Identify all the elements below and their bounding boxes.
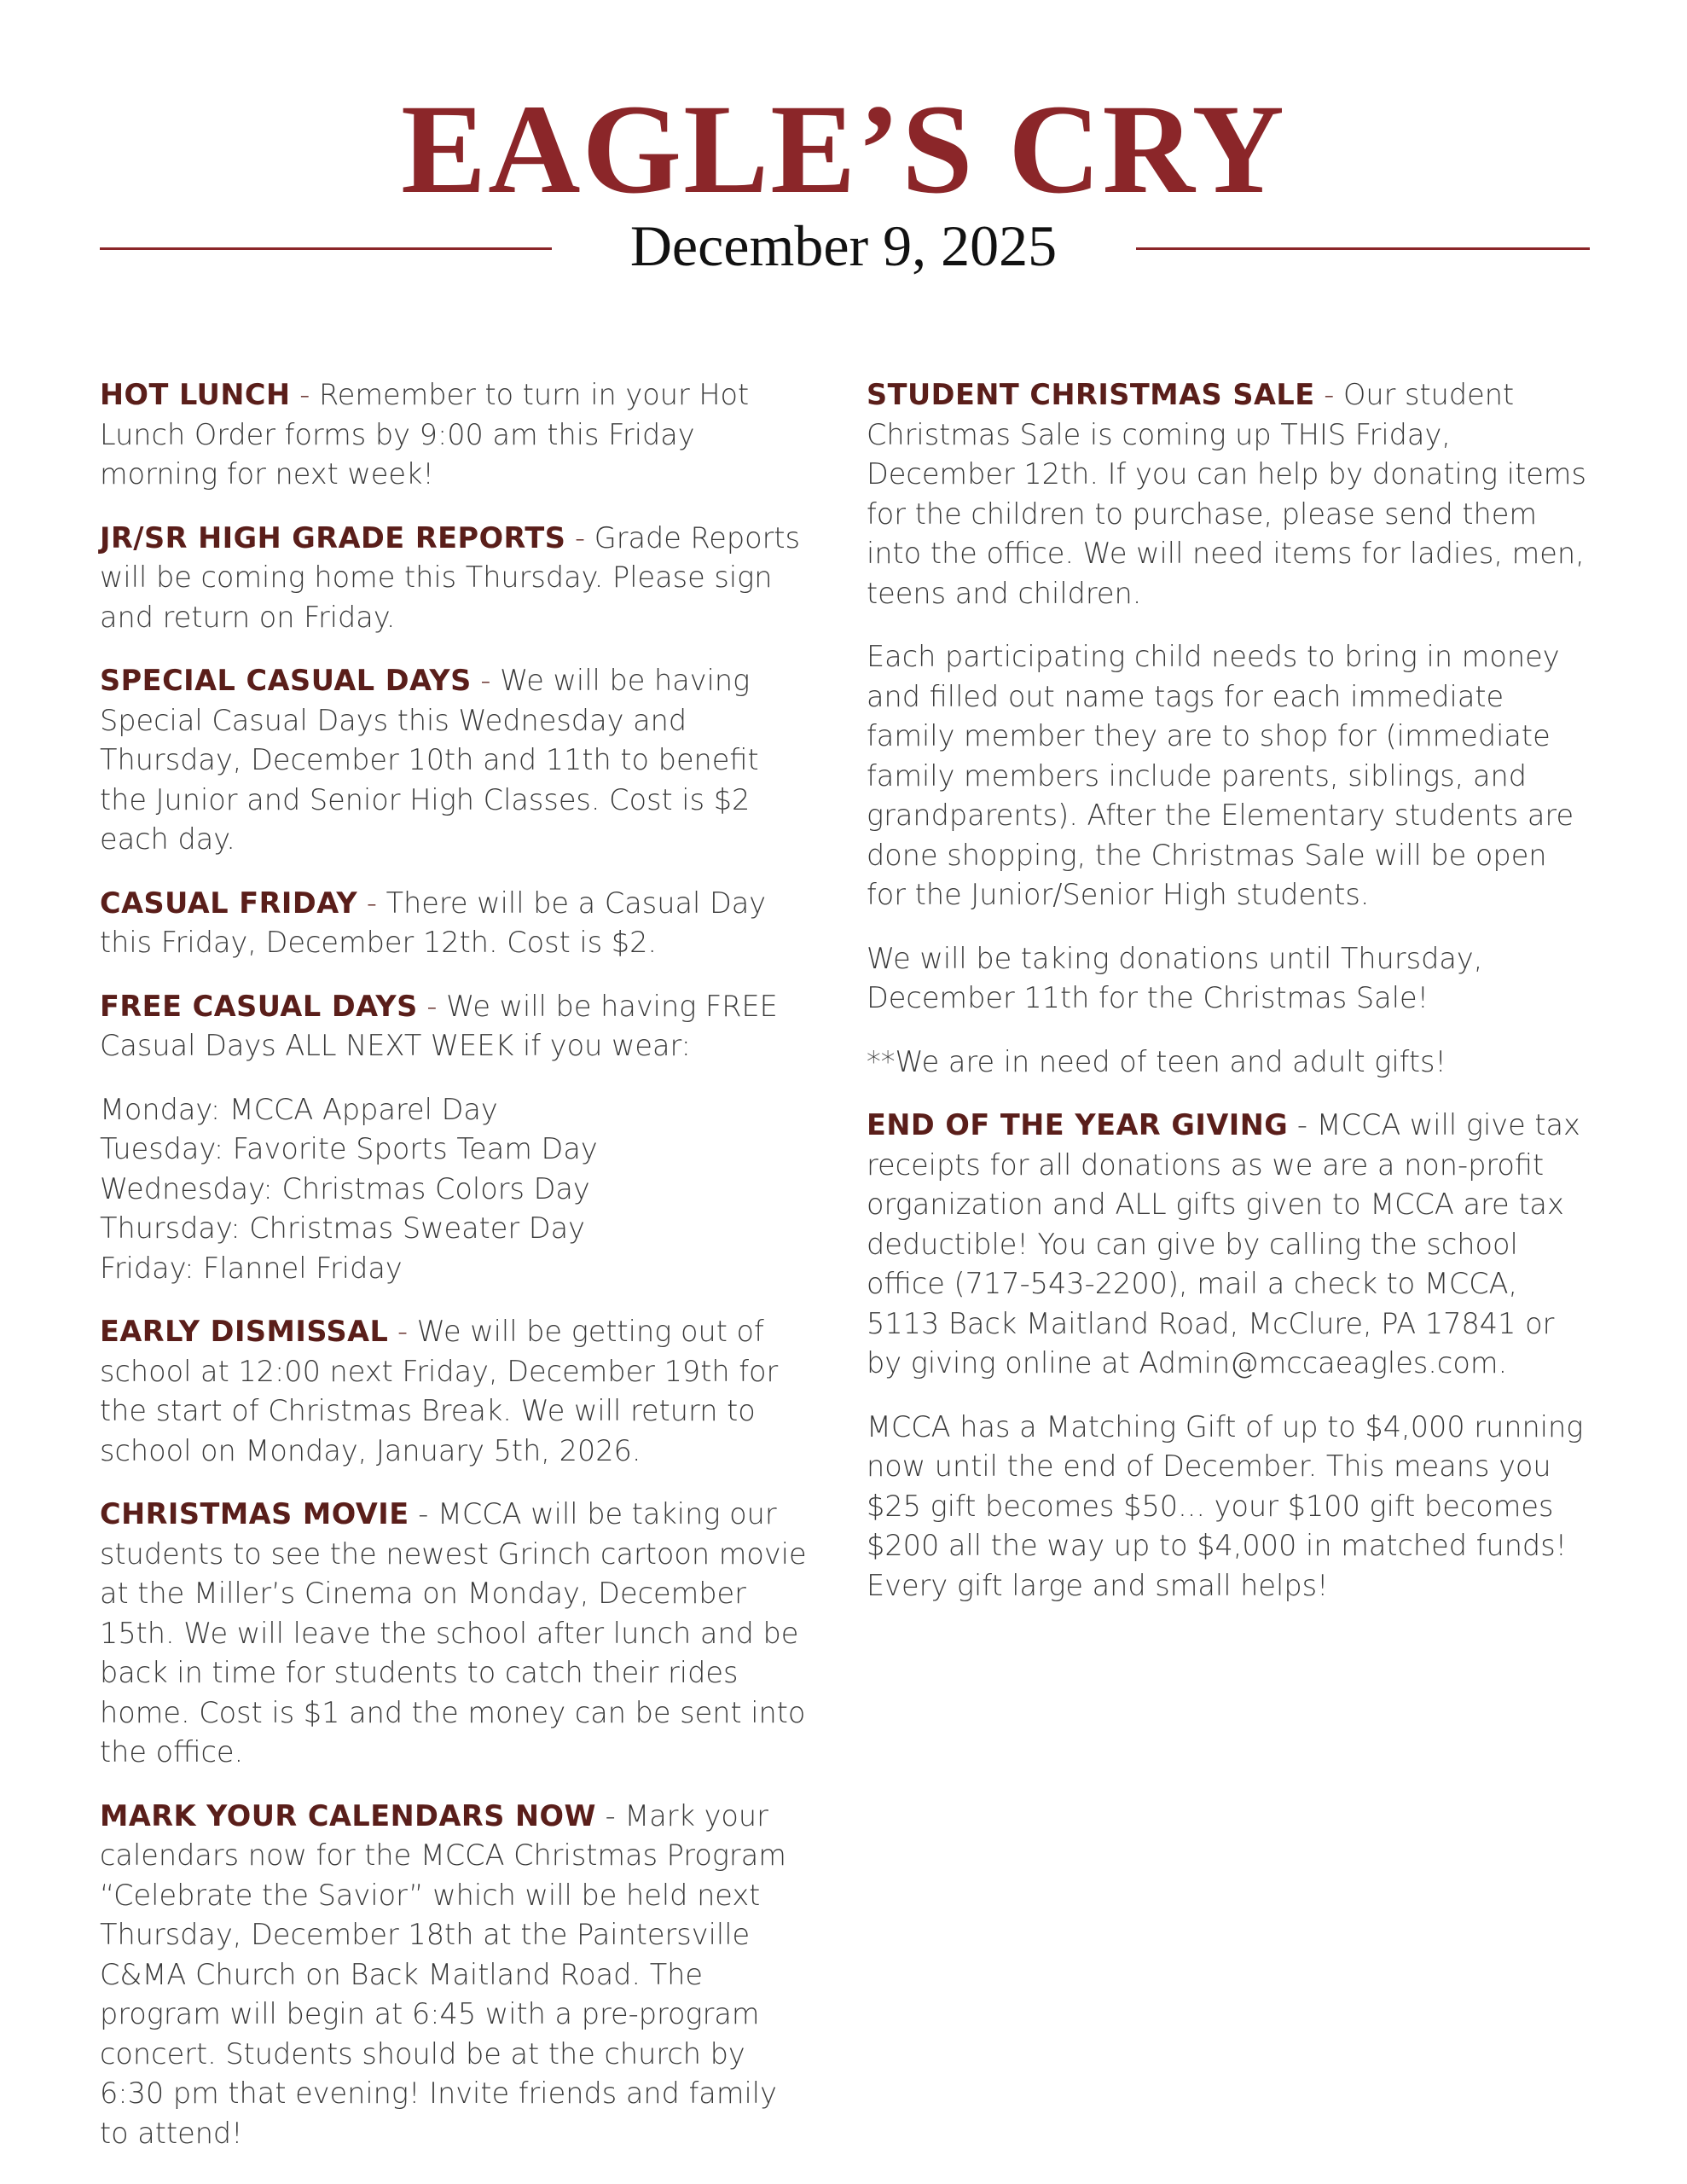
matching-gift-paragraph: MCCA has a Matching Gift of up to $4,000 running now until the end of December. This means you $25 gift becomes $50... your $100 gift becomes $200 all the way up to $4,000 in matched funds! Every gift large and small helps! [867, 1409, 1584, 1602]
grade-reports-section [100, 519, 812, 638]
special-casual-days-section [100, 661, 812, 860]
section-text: MCCA will give tax receipts for all donations as we are a non-profit organization and ALL gifts given to MCCA are tax deductible! You can give by calling the school office (717-543-2200), mail a check to MCCA, 5113 Back Maitland Road, McClure, PA 17841 or by giving online at Admin@mccaeagles.com. [867, 1108, 1580, 1380]
right-column [867, 375, 1591, 1629]
masthead [0, 78, 1687, 220]
newsletter-title: EAGLE’S CRY [401, 78, 1286, 220]
list-item: Tuesday: Favorite Sports Team Day [100, 1132, 598, 1165]
section-heading: STUDENT CHRISTMAS SALE [867, 378, 1315, 411]
section-heading: FREE CASUAL DAYS [100, 989, 418, 1023]
right-divider [1136, 247, 1590, 250]
section-heading: CASUAL FRIDAY [100, 886, 358, 920]
section-dash: - [290, 378, 319, 411]
christmas-movie-section [100, 1495, 812, 1773]
section-text: We will be getting out of school at 12:00 next Friday, December 19th for the start of Christmas Break. We will return to school on Monday, January 5th, 2026. [100, 1315, 779, 1467]
list-item: Thursday: Christmas Sweater Day [100, 1211, 585, 1245]
section-heading: CHRISTMAS MOVIE [100, 1497, 409, 1531]
list-item: Monday: MCCA Apparel Day [100, 1092, 498, 1126]
year-end-giving-section [867, 1106, 1591, 1384]
section-text: There will be a Casual Day this Friday, December 12th. Cost is $2. [100, 886, 767, 959]
section-heading: MARK YOUR CALENDARS NOW [100, 1798, 596, 1833]
section-dash: - [595, 1798, 625, 1833]
christmas-sale-donations: We will be taking donations until Thursday, December 11th for the Christmas Sale! [867, 941, 1483, 1014]
section-text: We will be having FREE Casual Days ALL NEXT WEEK if you wear: [100, 989, 778, 1062]
left-column [100, 375, 812, 2177]
list-item: Wednesday: Christmas Colors Day [100, 1171, 590, 1205]
section-dash: - [565, 520, 594, 555]
mark-calendars-section [100, 1797, 812, 2154]
section-dash: - [471, 664, 501, 697]
section-heading: JR/SR HIGH GRADE REPORTS [100, 520, 566, 555]
newsletter-date: December 9, 2025 [629, 213, 1058, 278]
section-dash: - [417, 989, 447, 1023]
section-dash: - [388, 1315, 417, 1348]
list-item: Friday: Flannel Friday [100, 1251, 403, 1285]
section-heading: EARLY DISMISSAL [100, 1315, 389, 1348]
section-text: Our student Christmas Sale is coming up THIS Friday, December 12th. If you can help by donating items for the children to purchase, please send them into the office. We will need items for ladies, men, teens and children. [867, 378, 1586, 610]
section-heading: END OF THE YEAR GIVING [867, 1108, 1289, 1141]
section-text: We will be having Special Casual Days this Wednesday and Thursday, December 10th and 11th to benefit the Junior and Senior High Classes. Cost is $2 each day. [100, 664, 759, 856]
section-heading: SPECIAL CASUAL DAYS [100, 664, 472, 697]
early-dismissal-section [100, 1312, 812, 1471]
casual-days-list [100, 1090, 812, 1289]
hot-lunch-section [100, 375, 812, 495]
date-row [0, 212, 1687, 280]
section-dash: - [409, 1497, 438, 1531]
section-text: MCCA will be taking our students to see the newest Grinch cartoon movie at the Miller’s Cinema on Monday, December 15th. We will leave the school after lunch and be back in time for students to catch their rides home. Cost is $1 and the money can be sent into the office. [100, 1497, 807, 1769]
section-dash: - [1314, 378, 1344, 411]
free-casual-days-section [100, 987, 812, 1066]
section-dash: - [357, 886, 386, 920]
section-heading: HOT LUNCH [100, 378, 291, 411]
section-text: Remember to turn in your Hot Lunch Order forms by 9:00 am this Friday morning for next week! [100, 378, 750, 491]
section-text: Mark your calendars now for the MCCA Christmas Program “Celebrate the Savior” which will be held next Thursday, December 18th at the Paintersville C&MA Church on Back Maitland Road. The program will begin at 6:45 with a pre-program concert. Students should be at the church by 6:30 pm that evening! Invite friends and family to attend! [100, 1798, 786, 2150]
christmas-sale-details: Each participating child needs to bring in money and filled out name tags for each immediate family member they are to shop for (immediate family members include parents, siblings, and grandparents). After the Elementary students are done shopping, the Christmas Sale will be open for the Junior/Senior High students. [867, 640, 1574, 911]
christmas-sale-note: **We are in need of teen and adult gifts! [867, 1044, 1446, 1078]
casual-friday-section [100, 884, 812, 963]
christmas-sale-section [867, 375, 1591, 613]
section-text: Grade Reports will be coming home this Thursday. Please sign and return on Friday. [100, 520, 801, 634]
section-dash: - [1288, 1108, 1317, 1141]
